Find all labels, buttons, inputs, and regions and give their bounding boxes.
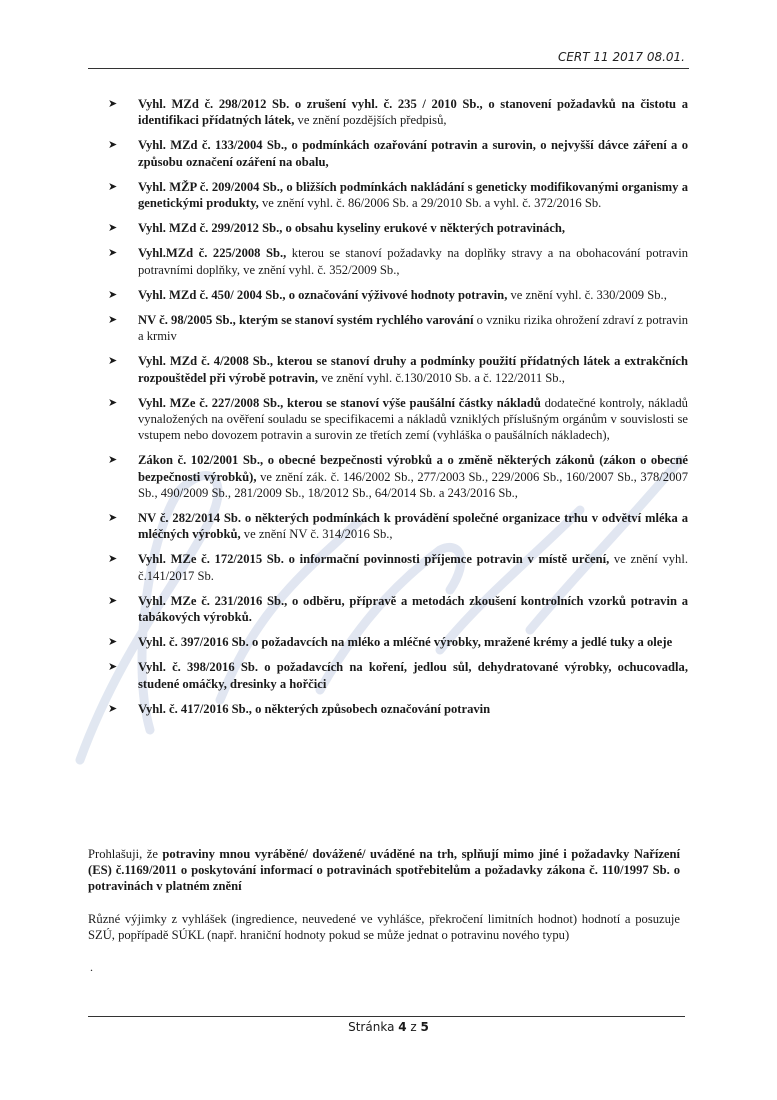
list-item-text: Vyhl. MŽP č. 209/2004 Sb., o bližších podmínkách nakládání s geneticky modifikovanými organismy a genetickými produkty, ve znění vyhl. č. 86/2006 Sb. a 29/2010 Sb. a vyhl. č. 372/2016 Sb. xyxy=(138,179,688,211)
list-item-text: Vyhl. č. 398/2016 Sb. o požadavcích na koření, jedlou sůl, dehydratované výrobky, ochucovadla, studené omáčky, dresinky a hořčici xyxy=(138,660,688,691)
list-item xyxy=(108,659,688,691)
list-item-text: NV č. 282/2014 Sb. o některých podmínkách k provádění společné organizace trhu v odvětví mléka a mléčných výrobků, ve znění NV č. 314/2016 Sb., xyxy=(138,511,688,542)
footer-divider xyxy=(88,1016,685,1017)
page-number: Stránka 4 z 5 xyxy=(348,1020,429,1034)
declaration-paragraph: Prohlašuji, že potraviny mnou vyráběné/ dovážené/ uváděné na trh, splňují mimo jiné i požadavky Nařízení (ES) č.1169/2011 o poskytování informací o potravinách spotřebitelům a požadavky zákona č. 110/1997 Sb. o potravinách v platném znění xyxy=(88,847,681,894)
list-item xyxy=(108,137,688,169)
list-item xyxy=(108,287,688,303)
list-item-text: Vyhl. MZd č. 298/2012 Sb. o zrušení vyhl. č. 235 / 2010 Sb., o stanovení požadavků na čistotu a identifikaci přídatných látek, ve znění pozdějších předpisů, xyxy=(138,97,688,128)
document-code: CERT 11 2017 08.01. xyxy=(557,50,685,64)
list-item xyxy=(108,701,688,717)
list-item xyxy=(108,395,688,444)
arrow-bullet-icon: ➤ xyxy=(108,512,118,525)
list-item xyxy=(108,353,688,385)
list-item-text: Vyhl. MZd č. 299/2012 Sb., o obsahu kyseliny erukové v některých potravinách, xyxy=(138,221,566,236)
list-item-text: Vyhl. č. 397/2016 Sb. o požadavcích na mléko a mléčné výrobky, mražené krémy a jedlé tuky a oleje xyxy=(138,635,673,650)
arrow-bullet-icon: ➤ xyxy=(108,702,118,715)
list-item-text: Vyhl. MZd č. 133/2004 Sb., o podmínkách ozařování potravin a surovin, o nejvyšší dávce záření a o způsobu označení ozáření na obalu, xyxy=(138,138,688,169)
list-item xyxy=(108,220,688,236)
list-item-text: Vyhl.MZd č. 225/2008 Sb., kterou se stanoví požadavky na doplňky stravy a na obohacování potravin potravními doplňky, ve znění vyhl. č. 352/2009 Sb., xyxy=(138,246,688,277)
list-item xyxy=(108,312,688,344)
list-item xyxy=(108,245,688,277)
arrow-bullet-icon: ➤ xyxy=(108,454,118,467)
arrow-bullet-icon: ➤ xyxy=(108,314,118,327)
arrow-bullet-icon: ➤ xyxy=(108,355,118,368)
list-item xyxy=(108,593,688,625)
list-item xyxy=(108,96,688,128)
arrow-bullet-icon: ➤ xyxy=(108,396,118,409)
list-item xyxy=(108,551,688,583)
stray-mark: . xyxy=(90,960,93,974)
list-item-text: Vyhl. MZe č. 172/2015 Sb. o informační povinnosti příjemce potravin v místě určení, ve znění vyhl. č.141/2017 Sb. xyxy=(138,552,688,583)
list-item xyxy=(108,179,688,211)
list-item xyxy=(108,452,688,501)
arrow-bullet-icon: ➤ xyxy=(108,139,118,152)
list-item-text: NV č. 98/2005 Sb., kterým se stanoví systém rychlého varování o vzniku rizika ohrožení zdraví z potravin a krmiv xyxy=(138,313,688,344)
list-item-text: Vyhl. MZd č. 450/ 2004 Sb., o označování výživové hodnoty potravin, ve znění vyhl. č. 330/2009 Sb., xyxy=(138,287,667,302)
list-item-text: Zákon č. 102/2001 Sb., o obecné bezpečnosti výrobků a o změně některých zákonů (zákon o obecné bezpečnosti výrobků), ve znění zák. č. 146/2002 Sb., 277/2003 Sb., 229/2006 Sb., 160/2007 Sb., 378/2007 Sb., 490/2009 Sb., 281/2009 Sb., 18/2012 Sb., 64/2014 Sb. a 243/2016 Sb., xyxy=(138,453,688,500)
arrow-bullet-icon: ➤ xyxy=(108,247,118,260)
arrow-bullet-icon: ➤ xyxy=(108,180,118,193)
arrow-bullet-icon: ➤ xyxy=(108,222,118,235)
list-item-text: Vyhl. MZe č. 231/2016 Sb., o odběru, přípravě a metodách zkoušení kontrolních vzorků potravin a tabákových výrobků. xyxy=(138,593,688,625)
arrow-bullet-icon: ➤ xyxy=(108,553,118,566)
arrow-bullet-icon: ➤ xyxy=(108,636,118,649)
arrow-bullet-icon: ➤ xyxy=(108,594,118,607)
arrow-bullet-icon: ➤ xyxy=(108,98,118,110)
list-item xyxy=(108,634,688,650)
list-item-text: Vyhl. MZe č. 227/2008 Sb., kterou se stanoví výše paušální částky nákladů dodatečné kontroly, nákladů vynaložených na ověření souladu se specifikacemi a nákladů vzniklých příslušným orgánům v souvislosti se vstupem nebo dovozem potravin a surovin ze třetích zemí (vyhláška o paušálních nákladech), xyxy=(138,395,688,443)
exceptions-note: Různé výjimky z vyhlášek (ingredience, neuvedené ve vyhlášce, překročení limitních hodnot) hodnotí a posuzuje SZÚ, popřípadě SÚKL (např. hraniční hodnoty pokud se může jednat o potravinu nového typu) xyxy=(88,912,680,943)
arrow-bullet-icon: ➤ xyxy=(108,288,118,301)
list-item-text: Vyhl. č. 417/2016 Sb., o některých způsobech označování potravin xyxy=(138,701,491,716)
list-item xyxy=(108,510,688,542)
arrow-bullet-icon: ➤ xyxy=(108,661,118,674)
list-item-text: Vyhl. MZd č. 4/2008 Sb., kterou se stanoví druhy a podmínky použití přídatných látek a extrakčních rozpouštědel při výrobě potravin, ve znění vyhl. č.130/2010 Sb. a č. 122/2011 Sb., xyxy=(138,354,688,385)
header-divider xyxy=(88,68,689,69)
regulation-list xyxy=(108,96,688,726)
